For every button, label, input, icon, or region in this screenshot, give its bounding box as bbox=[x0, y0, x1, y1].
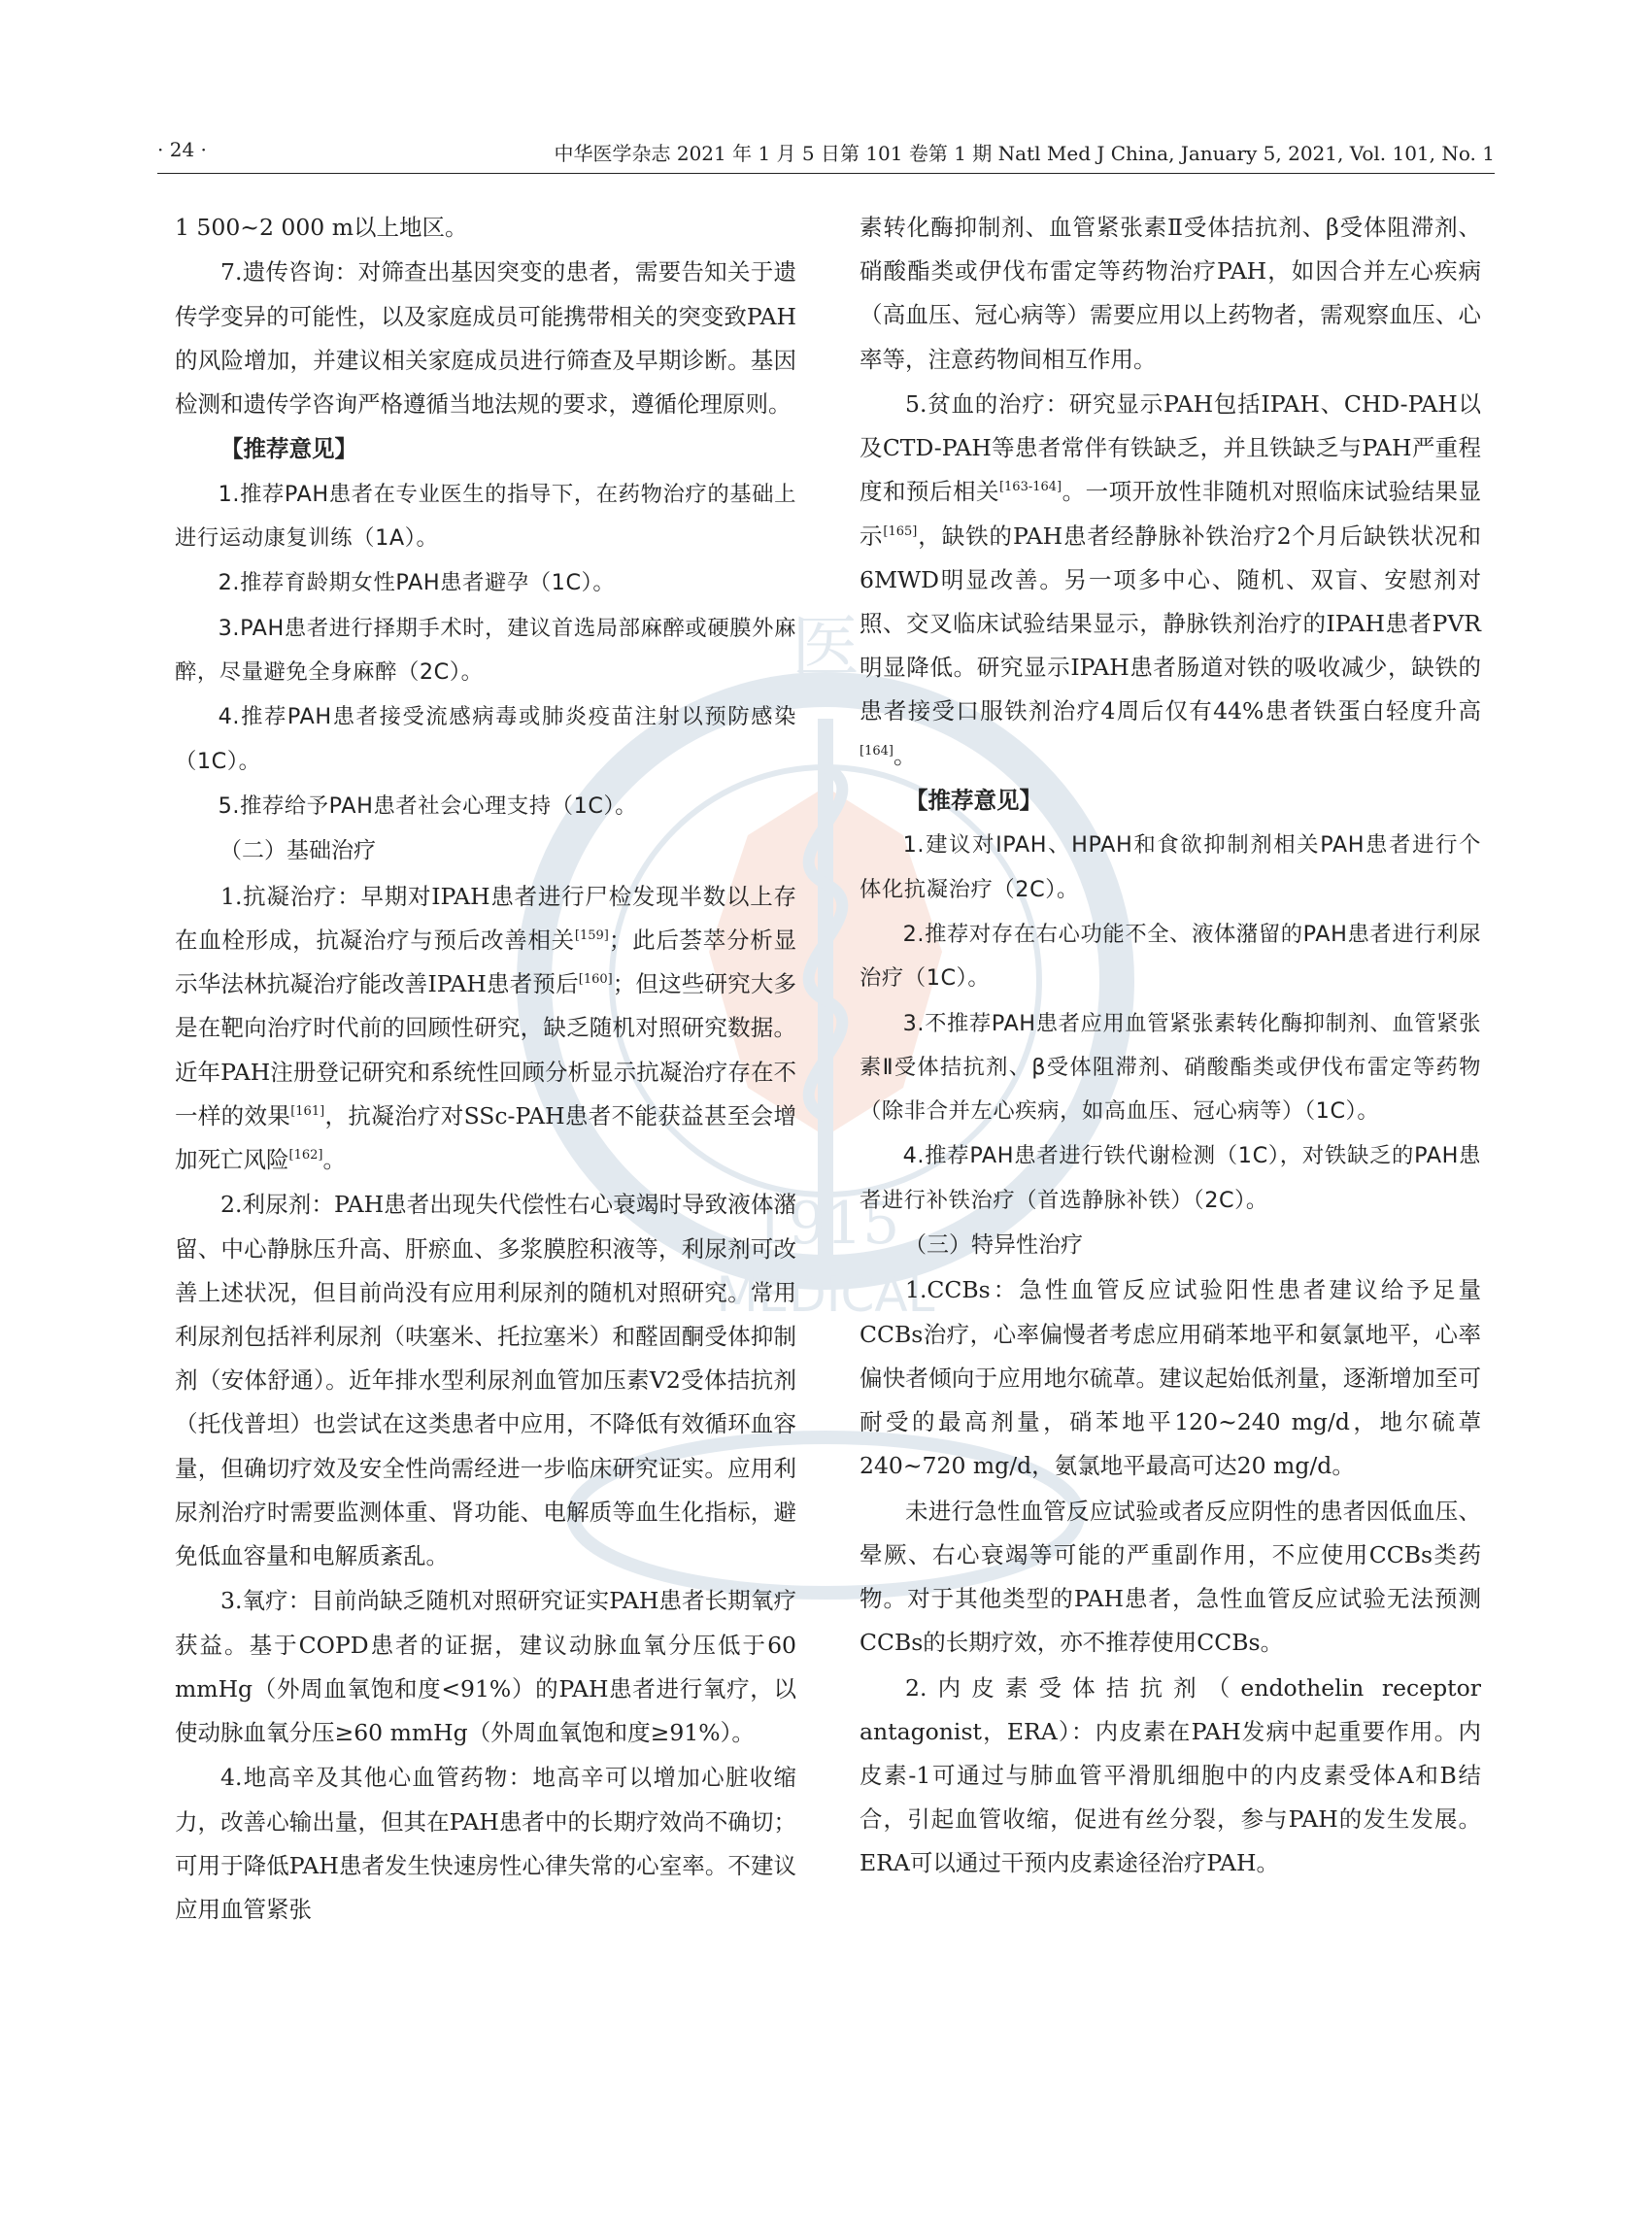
paragraph: 2.利尿剂：PAH患者出现失代偿性右心衰竭时导致液体潴留、中心静脉压升高、肝瘀血、多浆膜腔积液等，利尿剂可改善上述状况，但目前尚没有应用利尿剂的随机对照研究。常用利尿剂包括袢利尿剂（呋塞米、托拉塞米）和醛固酮受体抑制剂（安体舒通）。近年排水型利尿剂血管加压素V2受体拮抗剂（托伐普坦）也尝试在这类患者中应用，不降低有效循环血容量，但确切疗效及安全性尚需经进一步临床研究证实。应用利尿剂治疗时需要监测体重、肾功能、电解质等血生化指标，避免低血容量和电解质紊乱。 bbox=[175, 1191, 796, 1569]
watermark-char: 医 bbox=[792, 607, 860, 687]
recommendation-heading: 【推荐意见】 bbox=[905, 787, 1042, 815]
paragraph: 7.遗传咨询：对筛查出基因突变的患者，需要告知关于遗传学变异的可能性，以及家庭成员可能携带相关的突变致PAH的风险增加，并建议相关家庭成员进行筛查及早期诊断。基因检测和遗传学咨询严格遵循当地法规的要求，遵循伦理原则。 bbox=[175, 258, 796, 418]
journal-citation: 中华医学杂志 2021 年 1 月 5 日第 101 卷第 1 期 Natl Med J China, January 5, 2021, Vol. 101, No. 1 bbox=[554, 142, 1495, 165]
recommendation-item: 4.推荐PAH患者进行铁代谢检测（1C），对铁缺乏的PAH患者进行补铁治疗（首选静脉补铁）（2C）。 bbox=[860, 1143, 1481, 1213]
paragraph: 1 500~2 000 m以上地区。 bbox=[175, 214, 468, 241]
recommendation-item: 2.推荐对存在右心功能不全、液体潴留的PAH患者进行利尿治疗（1C）。 bbox=[860, 922, 1481, 992]
recommendation-heading: 【推荐意见】 bbox=[220, 435, 357, 463]
section-heading: （二）基础治疗 bbox=[219, 838, 376, 864]
paragraph: 5.贫血的治疗：研究显示PAH包括IPAH、CHD-PAH以及CTD-PAH等患者常伴有铁缺乏，并且铁缺乏与PAH严重程度和预后相关[163-164]。一项开放性非随机对照临床试验结果显示[165]，缺铁的PAH患者经静脉补铁治疗2个月后缺铁状况和6MWD明显改善。另一项多中心、随机、双盲、安慰剂对照、交叉临床试验结果显示，静脉铁剂治疗的IPAH患者PVR明显降低。研究显示IPAH患者肠道对铁的吸收减少，缺铁的患者接受口服铁剂治疗4周后仅有44%患者铁蛋白轻度升高[164]。 bbox=[860, 390, 1482, 769]
section-heading: （三）特异性治疗 bbox=[904, 1231, 1083, 1258]
citation-ref[interactable]: [161] bbox=[290, 1103, 325, 1119]
paragraph: 1.CCBs：急性血管反应试验阳性患者建议给予足量CCBs治疗，心率偏慢者考虑应用硝苯地平和氨氯地平，心率偏快者倾向于应用地尔硫䓬。建议起始低剂量，逐渐增加至可耐受的最高剂量，硝苯地平120~240 mg/d，地尔硫䓬240~720 mg/d，氨氯地平最高可达20 mg/d。 bbox=[860, 1276, 1481, 1480]
recommendation-item: 1.建议对IPAH、HPAH和食欲抑制剂相关PAH患者进行个体化抗凝治疗（2C）。 bbox=[860, 832, 1481, 902]
citation-ref[interactable]: [160] bbox=[578, 972, 613, 988]
recommendation-item: 1.推荐PAH患者在专业医生的指导下，在药物治疗的基础上进行运动康复训练（1A）。 bbox=[175, 481, 796, 551]
watermark-motto: MEDICAL bbox=[716, 1266, 935, 1323]
paragraph: 素转化酶抑制剂、血管紧张素Ⅱ受体拮抗剂、β受体阻滞剂、硝酸酯类或伊伐布雷定等药物治疗PAH，如因合并左心疾病（高血压、冠心病等）需要应用以上药物者，需观察血压、心率等，注意药物间相互作用。 bbox=[860, 214, 1481, 373]
right-column bbox=[860, 206, 1481, 1887]
paragraph: 4.地高辛及其他心血管药物：地高辛可以增加心脏收缩力，改善心输出量，但其在PAH患者中的长期疗效尚不确切；可用于降低PAH患者发生快速房性心律失常的心室率。不建议应用血管紧张 bbox=[175, 1764, 796, 1923]
recommendation-item: 5.推荐给予PAH患者社会心理支持（1C）。 bbox=[218, 792, 638, 819]
recommendation-item: 3.PAH患者进行择期手术时，建议首选局部麻醉或硬膜外麻醉，尽量避免全身麻醉（2C）。 bbox=[175, 615, 796, 685]
page-header bbox=[157, 134, 1495, 174]
citation-ref[interactable]: [159] bbox=[574, 927, 609, 943]
page-number: · 24 · bbox=[157, 138, 207, 161]
citation-ref[interactable]: [165] bbox=[883, 523, 918, 539]
recommendation-item: 4.推荐PAH患者接受流感病毒或肺炎疫苗注射以预防感染（1C）。 bbox=[175, 704, 796, 774]
recommendation-item: 2.推荐育龄期女性PAH患者避孕（1C）。 bbox=[218, 570, 616, 596]
left-column bbox=[175, 206, 796, 1933]
recommendation-item: 3.不推荐PAH患者应用血管紧张素转化酶抑制剂、血管紧张素Ⅱ受体拮抗剂、β受体阻滞剂、硝酸酯类或伊伐布雷定等药物（除非合并左心疾病，如高血压、冠心病等）（1C）。 bbox=[860, 1010, 1481, 1124]
citation-ref[interactable]: [164] bbox=[860, 743, 893, 759]
citation-ref[interactable]: [163-164] bbox=[998, 480, 1062, 495]
paragraph: 3.氧疗：目前尚缺乏随机对照研究证实PAH患者长期氧疗获益。基于COPD患者的证据，建议动脉血氧分压低于60 mmHg（外周血氧饱和度<91%）的PAH患者进行氧疗，以使动脉血氧分压≥60 mmHg（外周血氧饱和度≥91%）。 bbox=[175, 1587, 796, 1746]
paragraph: 1.抗凝治疗：早期对IPAH患者进行尸检发现半数以上存在血栓形成，抗凝治疗与预后改善相关[159]；此后荟萃分析显示华法林抗凝治疗能改善IPAH患者预后[160]；但这些研究大多是在靶向治疗时代前的回顾性研究，缺乏随机对照研究数据。近年PAH注册登记研究和系统性回顾分析显示抗凝治疗存在不一样的效果[161]，抗凝治疗对SSc-PAH患者不能获益甚至会增加死亡风险[162]。 bbox=[175, 882, 797, 1173]
paragraph: 2.内皮素受体拮抗剂（endothelin receptor antagonist，ERA）：内皮素在PAH发病中起重要作用。内皮素-1可通过与肺血管平滑肌细胞中的内皮素受体A和B结合，引起血管收缩，促进有丝分裂，参与PAH的发生发展。ERA可以通过干预内皮素途径治疗PAH。 bbox=[860, 1673, 1481, 1877]
citation-ref[interactable]: [162] bbox=[288, 1147, 323, 1163]
paragraph: 未进行急性血管反应试验或者反应阴性的患者因低血压、晕厥、右心衰竭等可能的严重副作用，不应使用CCBs类药物。对于其他类型的PAH患者，急性血管反应试验无法预测CCBs的长期疗效，亦不推荐使用CCBs。 bbox=[860, 1497, 1481, 1657]
watermark-year: 1915 bbox=[751, 1190, 900, 1258]
